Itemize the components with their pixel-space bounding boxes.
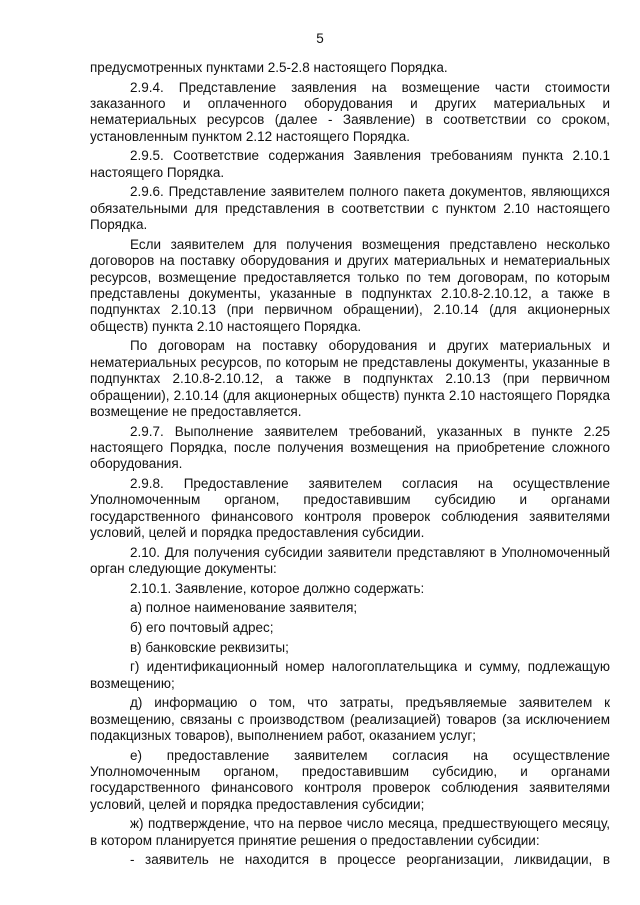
- document-paragraph: е) предоставление заявителем согласия на осуществление Уполномоченным органом, предоставившим субсидию, и органами государственного финансового контроля проверок соблюдения заявителями условий, целей и порядка предоставления субсидии;: [90, 747, 610, 812]
- document-paragraph: 2.9.5. Соответствие содержания Заявления требованиям пункта 2.10.1 настоящего Порядка.: [90, 148, 610, 180]
- document-paragraph: 2.9.4. Представление заявления на возмещение части стоимости заказанного и оплаченного оборудования и других материальных и нематериальных ресурсов (далее - Заявление) в соответствии со сроком, установленным пунктом 2.12 настоящего Порядка.: [90, 79, 610, 144]
- document-paragraph: б) его почтовый адрес;: [130, 620, 274, 636]
- document-paragraph: г) идентификационный номер налогоплательщика и сумму, подлежащую возмещению;: [90, 659, 610, 691]
- document-paragraph: 2.9.7. Выполнение заявителем требований, указанных в пункте 2.25 настоящего Порядка, после получения возмещения на приобретение сложного оборудования.: [90, 423, 610, 472]
- document-paragraph: ж) подтверждение, что на первое число месяца, предшествующего месяцу, в котором планируется принятие решения о предоставлении субсидии:: [90, 816, 610, 848]
- document-body: [90, 60, 610, 872]
- document-paragraph: - заявитель не находится в процессе реорганизации, ликвидации, в: [130, 852, 610, 868]
- document-paragraph: 2.9.8. Предоставление заявителем согласия на осуществление Уполномоченным органом, предоставившим субсидию и органами государственного финансового контроля проверок соблюдения заявителями условий, целей и порядка предоставления субсидии.: [90, 476, 610, 541]
- document-paragraph: в) банковские реквизиты;: [130, 639, 289, 655]
- document-paragraph: д) информацию о том, что затраты, предъявляемые заявителем к возмещению, связаны с производством (реализацией) товаров (за исключением подакцизных товаров), выполнением работ, оказанием услуг;: [90, 695, 610, 744]
- page-number: 5: [316, 31, 324, 46]
- document-paragraph: По договорам на поставку оборудования и других материальных и нематериальных ресурсов, по которым не представлены документы, указанные в подпунктах 2.10.8-2.10.12, а также в подпунктах 2.10.13 (при первичном обращении), 2.10.14 (для акционерных обществ) пункта 2.10 настоящего Порядка возмещение не предоставляется.: [90, 338, 610, 420]
- document-paragraph: 2.10.1. Заявление, которое должно содержать:: [130, 580, 425, 596]
- document-paragraph: Если заявителем для получения возмещения представлено несколько договоров на поставку оборудования и других материальных и нематериальных ресурсов, возмещение предоставляется только по тем договорам, по которым представлены документы, указанные в подпунктах 2.10.8-2.10.12, а также в подпунктах 2.10.13 (при первичном обращении), 2.10.14 (для акционерных обществ) пункта 2.10 настоящего Порядка.: [90, 236, 610, 334]
- document-paragraph: предусмотренных пунктами 2.5-2.8 настоящего Порядка.: [90, 60, 448, 75]
- document-paragraph: а) полное наименование заявителя;: [130, 600, 358, 616]
- document-paragraph: 2.9.6. Представление заявителем полного пакета документов, являющихся обязательными для представления в соответствии с пунктом 2.10 настоящего Порядка.: [90, 184, 610, 233]
- document-paragraph: 2.10. Для получения субсидии заявители представляют в Уполномоченный орган следующие документы:: [90, 544, 610, 577]
